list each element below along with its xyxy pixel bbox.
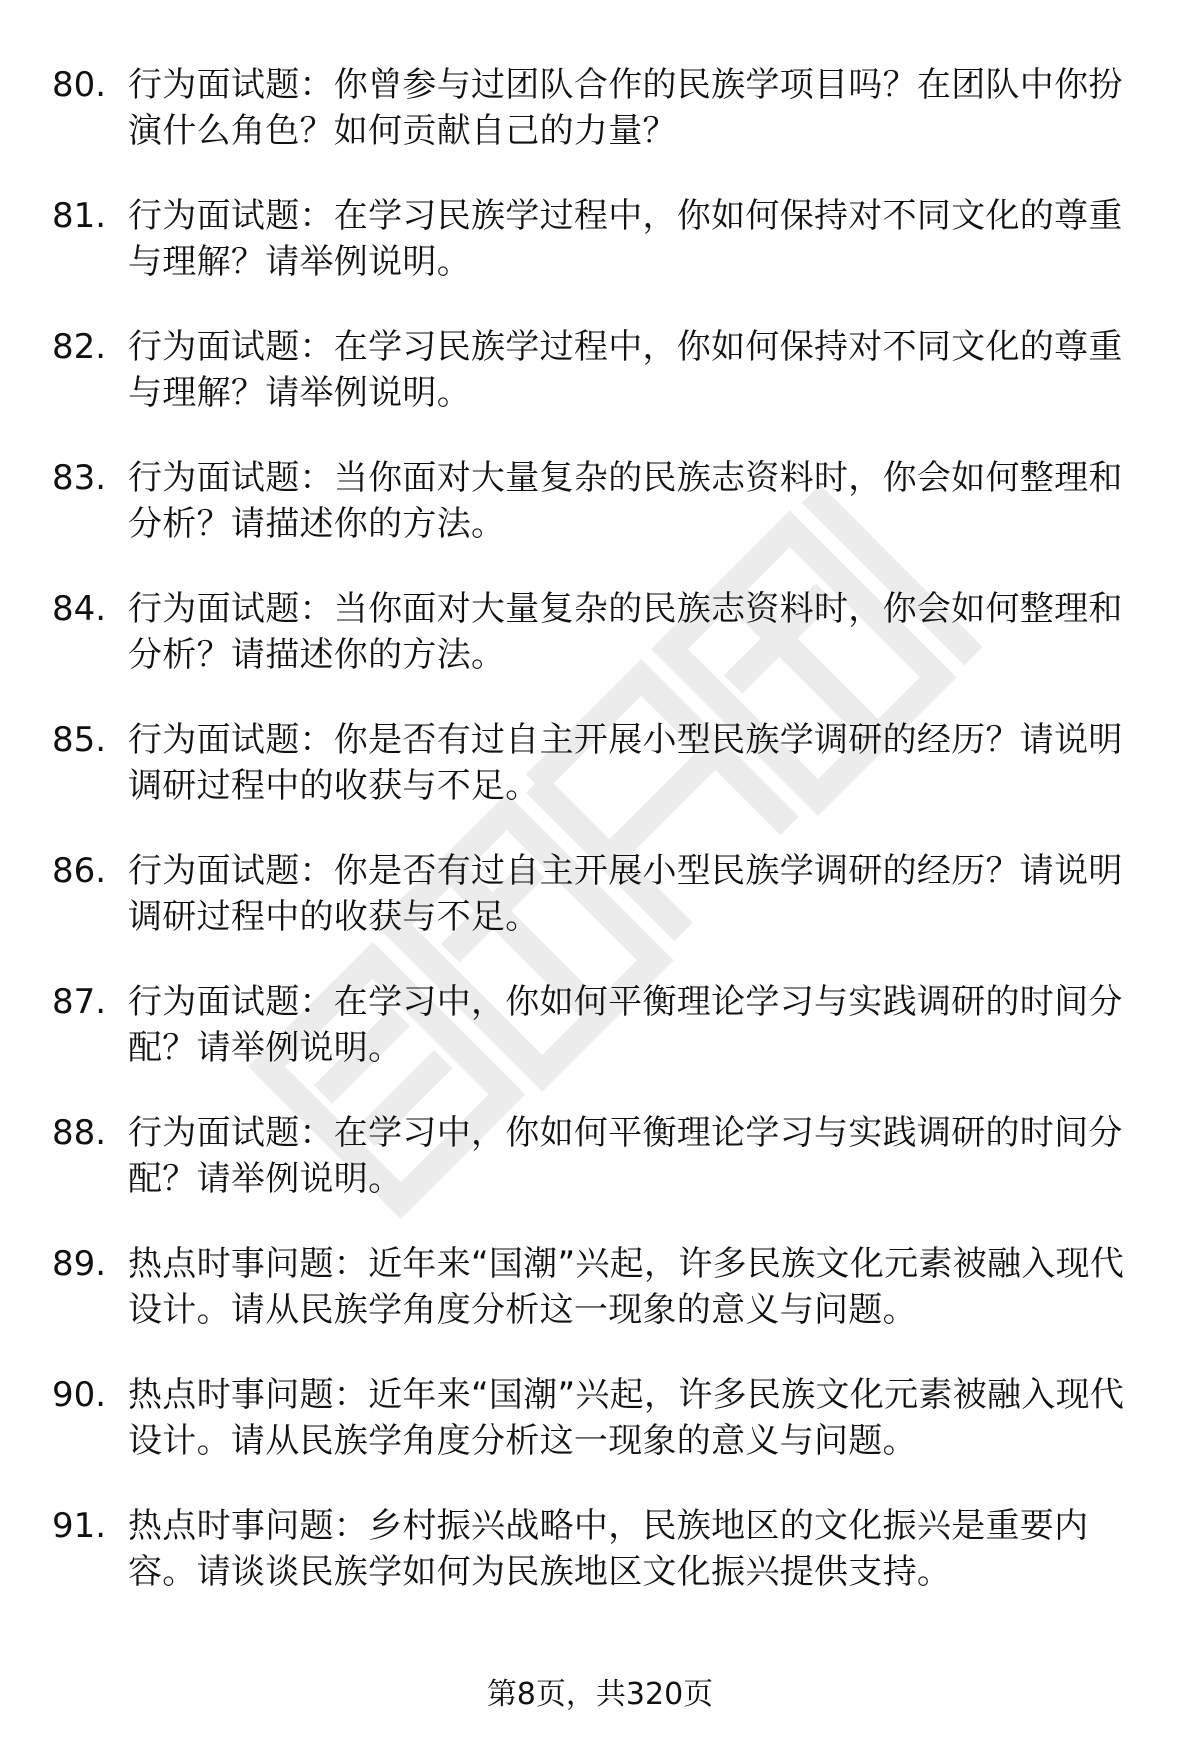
list-item	[52, 455, 1152, 586]
list-item	[52, 1241, 1152, 1372]
question-number: 88.	[52, 1113, 107, 1153]
question-text: 行为面试题：当你面对大量复杂的民族志资料时，你会如何整理和分析？请描述你的方法。	[128, 589, 1123, 675]
question-text: 热点时事问题：近年来“国潮”兴起，许多民族文化元素被融入现代设计。请从民族学角度分析这一现象的意义与问题。	[128, 1244, 1125, 1330]
list-item	[52, 62, 1152, 193]
question-text: 行为面试题：在学习中，你如何平衡理论学习与实践调研的时间分配？请举例说明。	[128, 982, 1123, 1068]
page-footer: 第8页，共320页	[486, 1677, 714, 1712]
list-item	[52, 979, 1152, 1110]
question-number: 85.	[52, 720, 107, 760]
question-number: 89.	[52, 1244, 107, 1284]
list-item	[52, 1372, 1152, 1503]
question-number: 84.	[52, 589, 107, 629]
question-number: 87.	[52, 982, 107, 1022]
question-text: 行为面试题：在学习民族学过程中，你如何保持对不同文化的尊重与理解？请举例说明。	[128, 196, 1123, 282]
question-text: 行为面试题：在学习中，你如何平衡理论学习与实践调研的时间分配？请举例说明。	[128, 1113, 1123, 1199]
question-number: 80.	[52, 65, 107, 105]
question-text: 行为面试题：在学习民族学过程中，你如何保持对不同文化的尊重与理解？请举例说明。	[128, 327, 1123, 413]
question-number: 90.	[52, 1375, 107, 1415]
question-text: 热点时事问题：近年来“国潮”兴起，许多民族文化元素被融入现代设计。请从民族学角度分析这一现象的意义与问题。	[128, 1375, 1125, 1461]
question-text: 行为面试题：当你面对大量复杂的民族志资料时，你会如何整理和分析？请描述你的方法。	[128, 458, 1123, 544]
question-number: 82.	[52, 327, 107, 367]
question-number: 91.	[52, 1506, 107, 1546]
question-text: 热点时事问题：乡村振兴战略中，民族地区的文化振兴是重要内容。请谈谈民族学如何为民族地区文化振兴提供支持。	[128, 1506, 1089, 1592]
list-item	[52, 1503, 1152, 1634]
list-item	[52, 717, 1152, 848]
list-item	[52, 193, 1152, 324]
question-text: 行为面试题：你是否有过自主开展小型民族学调研的经历？请说明调研过程中的收获与不足。	[128, 720, 1123, 806]
question-number: 81.	[52, 196, 107, 236]
question-number: 86.	[52, 851, 107, 891]
list-item	[52, 848, 1152, 979]
question-text: 行为面试题：你是否有过自主开展小型民族学调研的经历？请说明调研过程中的收获与不足。	[128, 851, 1123, 937]
list-item	[52, 1110, 1152, 1241]
question-text: 行为面试题：你曾参与过团队合作的民族学项目吗？在团队中你扮演什么角色？如何贡献自己的力量？	[128, 65, 1123, 151]
question-list	[52, 62, 1152, 1634]
list-item	[52, 324, 1152, 455]
list-item	[52, 586, 1152, 717]
question-number: 83.	[52, 458, 107, 498]
